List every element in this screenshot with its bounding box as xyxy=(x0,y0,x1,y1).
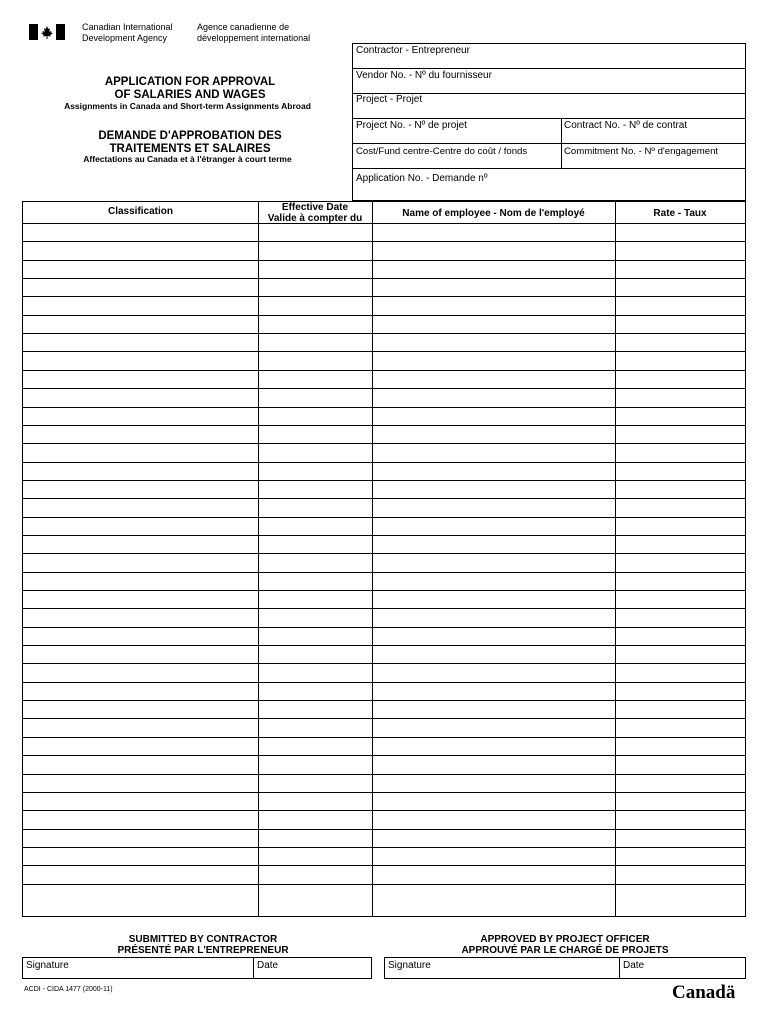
agency-en-line1: Canadian International xyxy=(82,22,173,32)
table-row xyxy=(23,333,745,334)
approved-line1: APPROVED BY PROJECT OFFICER xyxy=(480,934,650,945)
table-row xyxy=(23,810,745,811)
agency-name-en xyxy=(82,22,173,44)
table-row xyxy=(23,260,745,261)
table-row xyxy=(23,663,745,664)
table-row xyxy=(23,645,745,646)
form-subtitle-fr: Affectations au Canada et à l'étranger à court terme xyxy=(83,154,292,164)
col-header-effective-date xyxy=(258,202,372,224)
agency-name-fr xyxy=(197,22,310,44)
table-row xyxy=(23,847,745,848)
signature-label: Signature xyxy=(26,960,69,971)
project-info-box xyxy=(352,43,746,201)
form-subtitle-en: Assignments in Canada and Short-term Assignments Abroad xyxy=(64,101,311,111)
title-en-line2: OF SALARIES AND WAGES xyxy=(114,89,266,101)
date-label: Date xyxy=(257,960,279,971)
canada-flag-icon xyxy=(29,24,65,40)
form-title-fr xyxy=(60,130,320,156)
table-row xyxy=(23,792,745,793)
contract-no-label: Contract No. - Nº de contrat xyxy=(564,120,688,131)
col-header-rate: Rate - Taux xyxy=(653,208,707,219)
effective-date-line1: Effective Date xyxy=(281,202,349,213)
table-row xyxy=(23,829,745,830)
table-row xyxy=(23,737,745,738)
contractor-label: Contractor - Entrepreneur xyxy=(356,45,470,56)
table-row xyxy=(23,627,745,628)
form-title-en xyxy=(60,76,320,102)
table-row xyxy=(23,315,745,316)
submitted-line2: PRÉSENTÉ PAR L'ENTREPRENEUR xyxy=(117,945,289,956)
agency-en-line2: Development Agency xyxy=(82,33,168,43)
cost-centre-label: Cost/Fund centre-Centre do coût / fonds xyxy=(356,146,528,157)
submitted-by-contractor-title xyxy=(22,934,384,956)
table-row xyxy=(23,774,745,775)
table-row xyxy=(23,535,745,536)
effective-date-line2: Valide à compter du xyxy=(267,213,363,224)
table-row xyxy=(23,480,745,481)
table-row xyxy=(23,278,745,279)
table-row xyxy=(23,865,745,866)
table-row xyxy=(23,700,745,701)
title-fr-line1: DEMANDE D'APPROBATION DES xyxy=(98,130,282,142)
table-row xyxy=(23,241,745,242)
table-row xyxy=(23,718,745,719)
commitment-no-label: Commitment No. - Nº d'engagement xyxy=(564,146,719,157)
title-fr-line2: TRAITEMENTS ET SALAIRES xyxy=(109,143,271,155)
submitted-line1: SUBMITTED BY CONTRACTOR xyxy=(128,934,278,945)
table-row xyxy=(23,884,745,885)
agency-fr-line2: développement international xyxy=(197,33,311,43)
table-row xyxy=(23,425,745,426)
agency-fr-line1: Agence canadienne de xyxy=(197,22,290,32)
col-header-employee-name: Name of employee - Nom de l'employé xyxy=(402,208,585,219)
table-row xyxy=(23,682,745,683)
table-row xyxy=(23,572,745,573)
vendor-no-label: Vendor No. - Nº du fournisseur xyxy=(356,70,492,81)
table-row xyxy=(23,608,745,609)
officer-date-field[interactable] xyxy=(619,957,746,979)
table-row xyxy=(23,443,745,444)
officer-signature-field[interactable] xyxy=(384,957,620,979)
table-row xyxy=(23,388,745,389)
col-header-classification: Classification xyxy=(107,206,174,217)
table-row xyxy=(23,462,745,463)
approved-line2: APPROUVÉ PAR LE CHARGÉ DE PROJETS xyxy=(461,945,669,956)
table-row xyxy=(23,370,745,371)
date-label: Date xyxy=(623,960,645,971)
table-row xyxy=(23,590,745,591)
form-code: ACDI - CIDA 1477 (2000-11) xyxy=(24,986,113,993)
contractor-date-field[interactable] xyxy=(253,957,372,979)
project-label: Project - Projet xyxy=(356,94,423,105)
canada-wordmark-logo: Canadä xyxy=(672,982,736,1003)
signature-label: Signature xyxy=(388,960,431,971)
approved-by-officer-title xyxy=(384,934,746,956)
table-row xyxy=(23,407,745,408)
table-row xyxy=(23,223,745,224)
salary-table xyxy=(22,201,746,917)
table-row xyxy=(23,351,745,352)
project-no-label: Project No. - Nº de projet xyxy=(356,120,467,131)
contractor-signature-field[interactable] xyxy=(22,957,254,979)
application-no-label: Application No. - Demande nº xyxy=(356,173,488,184)
table-row xyxy=(23,498,745,499)
table-row xyxy=(23,553,745,554)
table-row xyxy=(23,517,745,518)
table-row xyxy=(23,296,745,297)
title-en-line1: APPLICATION FOR APPROVAL xyxy=(104,76,276,88)
table-row xyxy=(23,755,745,756)
